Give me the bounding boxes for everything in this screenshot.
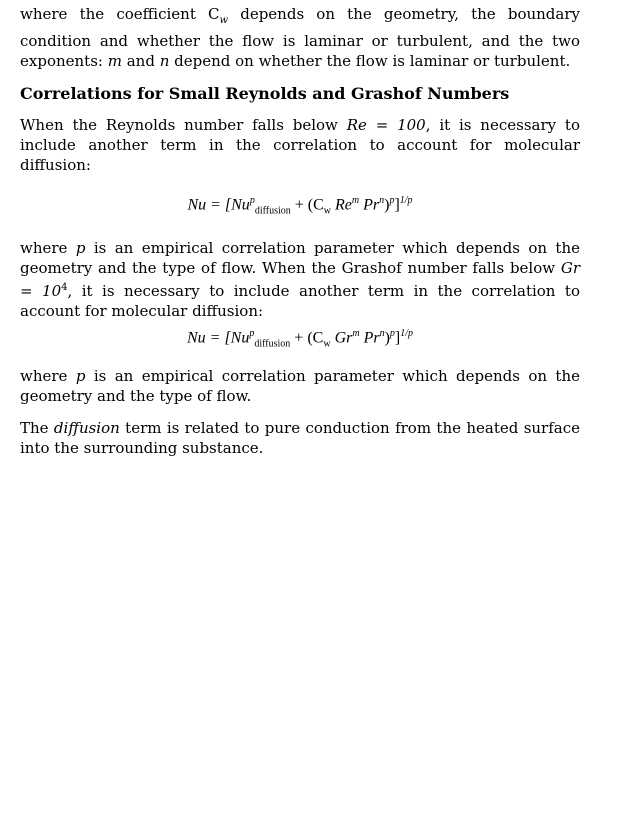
document-page: [20, 0, 580, 458]
paragraph-coefficient: where the coefficient $C_w$ depends on the geometry, the boundary condition and whether the flow is laminar or turbulent, and the two exponents: m and n depend on whether the flow is laminar or turbulent.: [20, 5, 580, 70]
paragraph-reynolds: When the Reynolds number falls below Re = 100, it is necessary to include another term in the correlation to account for molecular diffusion:: [20, 116, 580, 174]
section-heading: Correlations for Small Reynolds and Grashof Numbers: [20, 84, 510, 103]
paragraph-diffusion: The diffusion term is related to pure conduction from the heated surface into the surrounding substance.: [20, 419, 581, 458]
paragraph-grashof: where p is an empirical correlation parameter which depends on the geometry and the type of flow. When the Grashof number falls below $Gr = 10^4$, it is necessary to include another term in the correlation to account for molecular diffusion:: [20, 238, 580, 320]
equation-reynolds: $Nu = [Nu^p_{diffusion} + (C_w$ Re$^m$ Pr$^n$)$^p$]$^{1/p}$: [187, 195, 413, 217]
equation-grashof: $Nu = [Nu^p_{diffusion} + (C_w$ Gr$^m$ Pr$^n$)$^p$]$^{1/p}$: [186, 327, 414, 350]
paragraph-parameter: where p is an empirical correlation parameter which depends on the geometry and the type of flow.: [20, 367, 580, 406]
